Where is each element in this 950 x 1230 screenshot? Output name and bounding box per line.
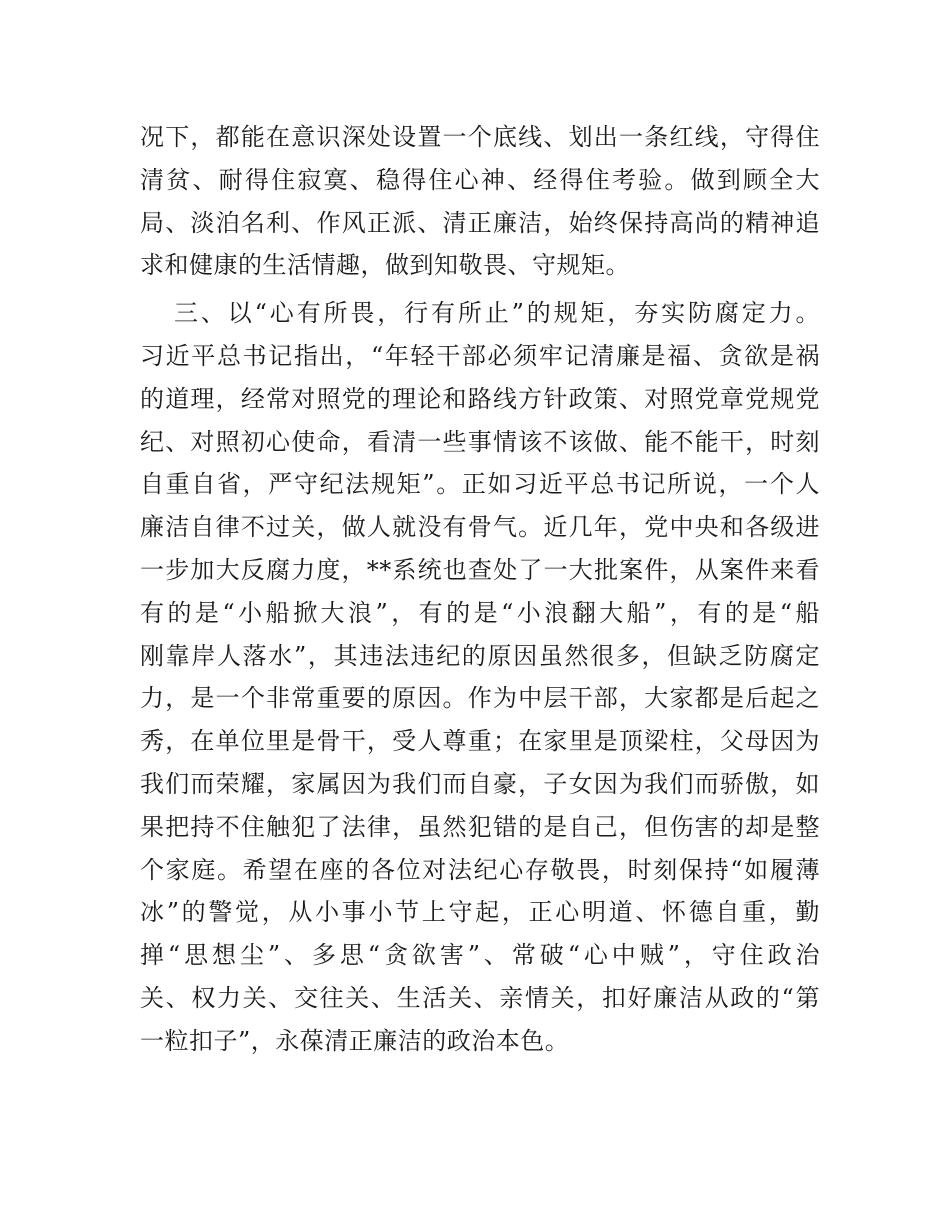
- paragraph-1: [140, 116, 820, 287]
- section-heading-line: 三、以“心有所畏，行有所止”的规矩，夯实防腐定力。: [174, 299, 820, 328]
- text-line: 纪、对照初心使命，看清一些事情该不该做、能不能干，时刻: [140, 427, 820, 456]
- text-line: 一步加大反腐力度，**系统也查处了一大批案件，从案件来看: [140, 555, 820, 584]
- text-line: 秀，在单位里是骨干，受人尊重；在家里是顶梁柱，父母因为: [140, 727, 820, 756]
- text-line: 力，是一个非常重要的原因。作为中层干部，大家都是后起之: [140, 684, 820, 713]
- text-line: 果把持不住触犯了法律，虽然犯错的是自己，但伤害的却是整: [140, 812, 820, 841]
- text-line: 廉洁自律不过关，做人就没有骨气。近几年，党中央和各级进: [140, 513, 820, 542]
- text-line: 习近平总书记指出，“年轻干部必须牢记清廉是福、贪欲是祸: [140, 341, 820, 370]
- text-line: 自重自省，严守纪法规矩”。正如习近平总书记所说，一个人: [140, 470, 820, 499]
- text-line: 刚靠岸人落水”，其违法违纪的原因虽然很多，但缺乏防腐定: [140, 641, 820, 670]
- text-line: 一粒扣子”，永葆清正廉洁的政治本色。: [140, 1026, 570, 1055]
- text-line: 况下，都能在意识深处设置一个底线、划出一条红线，守得住: [140, 123, 820, 151]
- text-line: 清贫、耐得住寂寞、稳得住心神、经得住考验。做到顾全大: [140, 165, 820, 194]
- text-line: 有的是“小船掀大浪”，有的是“小浪翻大船”，有的是“船: [140, 598, 820, 627]
- text-line: 掸“思想尘”、多思“贪欲害”、常破“心中贼”，守住政治: [140, 941, 820, 970]
- text-line: 局、淡泊名利、作风正派、清正廉洁，始终保持高尚的精神追: [140, 208, 820, 237]
- document-body: [140, 116, 820, 1063]
- text-line: 求和健康的生活情趣，做到知敬畏、守规矩。: [140, 251, 630, 280]
- text-line: 关、权力关、交往关、生活关、亲情关，扣好廉洁从政的“第: [140, 983, 820, 1012]
- text-line: 的道理，经常对照党的理论和路线方针政策、对照党章党规党: [140, 384, 820, 413]
- text-line: 冰”的警觉，从小事小节上守起，正心明道、怀德自重，勤: [140, 898, 820, 927]
- paragraph-2: [140, 292, 820, 1062]
- text-line: 个家庭。希望在座的各位对法纪心存敬畏，时刻保持“如履薄: [140, 855, 820, 884]
- text-line: 我们而荣耀，家属因为我们而自豪，子女因为我们而骄傲，如: [140, 769, 820, 798]
